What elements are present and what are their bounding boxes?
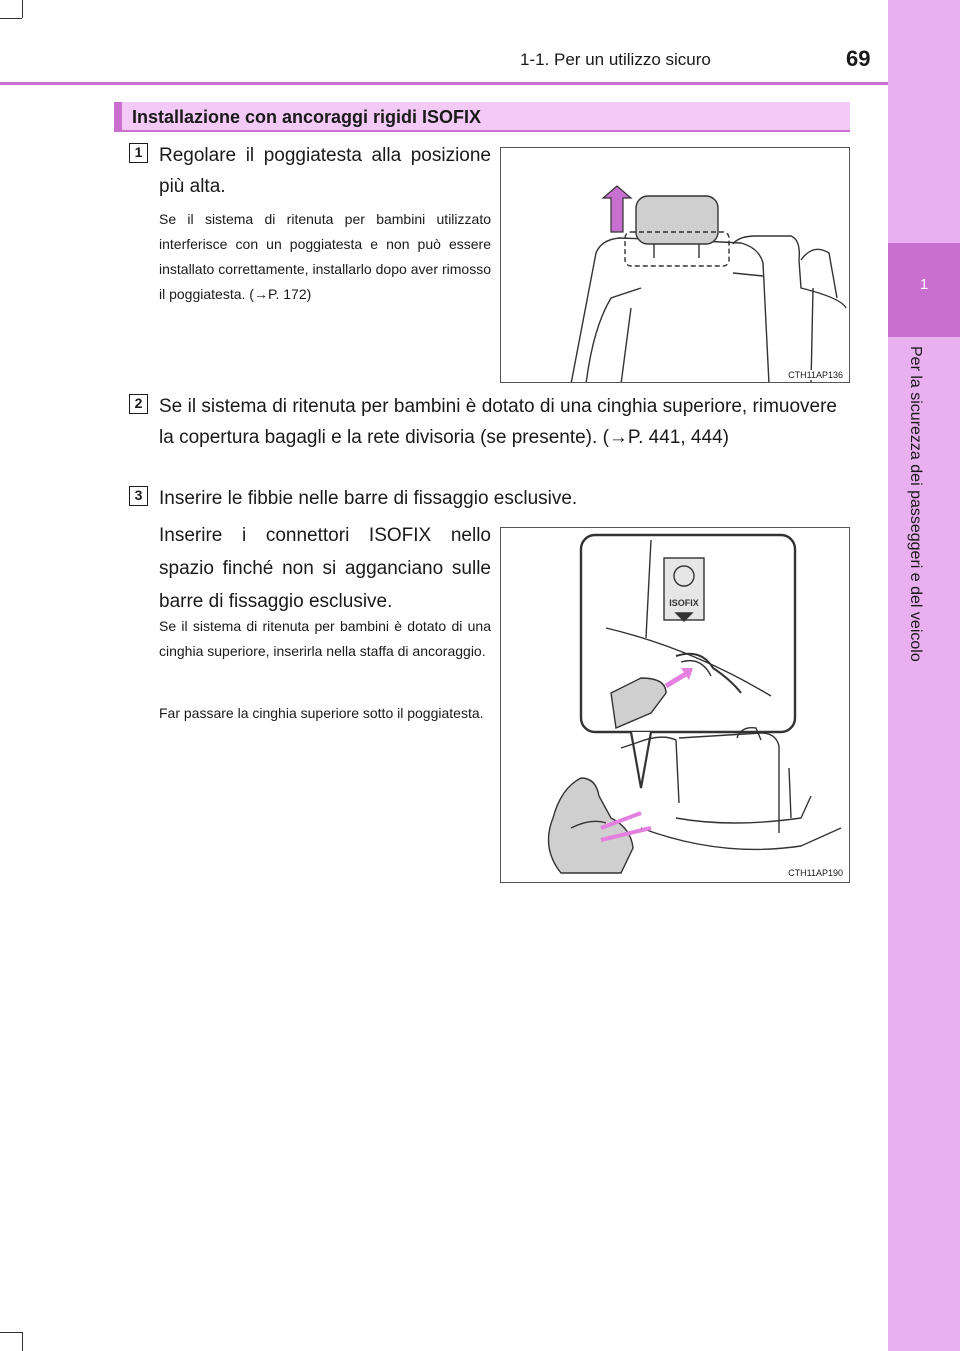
section-title: Installazione con ancoraggi rigidi ISOFIX — [132, 107, 482, 127]
step-1-text: Regolare il poggiatesta alla posizione più alta. — [159, 145, 491, 197]
crop-mark — [0, 1332, 22, 1333]
step-3-note-1: Se il sistema di ritenuta per bambini è dotato di una cinghia superiore, inserirla nella staffa di ancoraggio. — [159, 618, 491, 659]
crop-mark — [0, 18, 22, 19]
chapter-number: 1 — [919, 276, 929, 293]
step-2-text: Se il sistema di ritenuta per bambini è dotato di una cinghia superiore, rimuovere la copertura bagagli e la rete divisoria (se presente). (→P. 441, 444) — [159, 396, 837, 448]
headrest-illustration — [500, 147, 850, 383]
chapter-sidebar — [888, 0, 960, 1351]
page-number: 69 — [846, 46, 871, 71]
step-3-subtext: Inserire i connettori ISOFIX nello spazio finché non si agganciano sulle barre di fissaggio esclusive. — [159, 525, 491, 612]
isofix-tag-label: ISOFIX — [669, 598, 699, 608]
chapter-title: Per la sicurezza dei passeggeri e del veicolo — [907, 346, 924, 662]
step-3-text: Inserire le fibbie nelle barre di fissaggio esclusive. — [159, 488, 578, 509]
isofix-illustration — [500, 527, 850, 883]
running-header: 1-1. Per un utilizzo sicuro — [520, 50, 711, 69]
step-badge-3: 3 — [129, 486, 148, 506]
crop-mark — [22, 1332, 23, 1351]
crop-mark — [22, 0, 23, 18]
step-3-note-2: Far passare la cinghia superiore sotto il poggiatesta. — [159, 705, 484, 721]
step-badge-2: 2 — [129, 394, 148, 414]
step-1-note: Se il sistema di ritenuta per bambini utilizzato interferisce con un poggiatesta e non può essere installato correttamente, installarlo dopo aver rimosso il poggiatesta. (→P. 172) — [159, 211, 491, 302]
header-rule — [0, 82, 888, 85]
isofix-drawing — [501, 528, 850, 883]
figure-code: CTH11AP136 — [788, 370, 843, 380]
section-title-bar — [114, 102, 850, 132]
figure-code: CTH11AP190 — [788, 868, 843, 878]
step-badge-1: 1 — [129, 143, 148, 163]
headrest-drawing — [501, 148, 850, 383]
